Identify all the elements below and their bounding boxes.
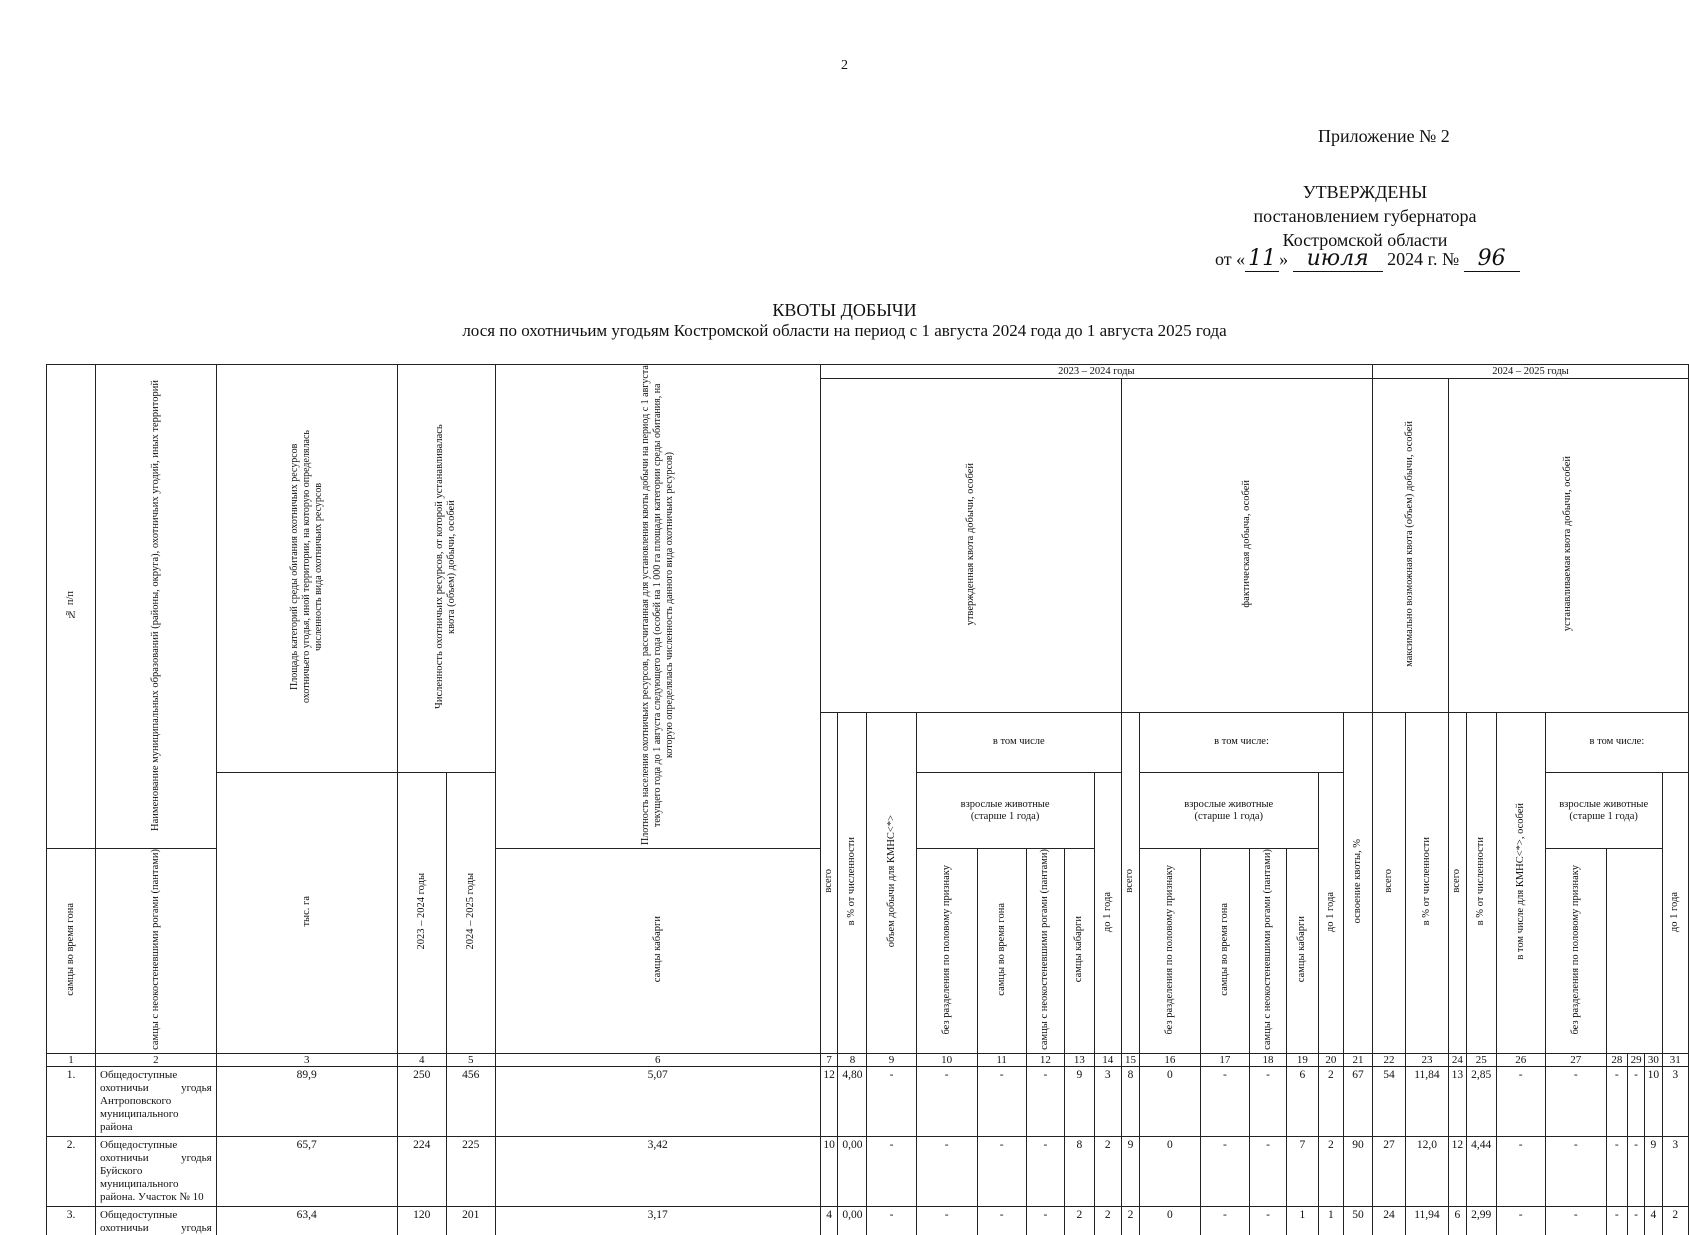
table-cell: 0 xyxy=(1139,1136,1200,1206)
table-cell: 27 xyxy=(1372,1136,1405,1206)
table-cell: 2 xyxy=(1094,1136,1121,1206)
table-cell: - xyxy=(1249,1206,1286,1235)
column-number: 25 xyxy=(1466,1053,1496,1066)
table-cell: 3,42 xyxy=(495,1136,820,1206)
header-name: Наименование муниципальных образований (районы, округа), охотничьих угодий, иных территорий xyxy=(96,365,217,849)
date-prefix: от « xyxy=(1215,249,1246,269)
h-pct-1: в % от численности xyxy=(838,712,867,1053)
table-cell: 12 xyxy=(820,1066,838,1136)
table-cell: - xyxy=(1545,1206,1606,1235)
column-number: 10 xyxy=(916,1053,977,1066)
h-adults-1: взрослые животные (старше 1 года) xyxy=(916,773,1094,849)
table-cell: 4 xyxy=(1645,1206,1662,1235)
table-row xyxy=(47,1206,1689,1235)
h-adults-3: взрослые животные (старше 1 года) xyxy=(1545,773,1662,849)
table-cell: 0 xyxy=(1139,1206,1200,1235)
table-cell: - xyxy=(867,1206,916,1235)
header-period-2024: 2024 – 2025 годы xyxy=(1372,365,1688,379)
table-cell: - xyxy=(1249,1136,1286,1206)
table-cell: - xyxy=(1627,1206,1644,1235)
table-row xyxy=(47,1066,1689,1136)
table-cell: 6 xyxy=(1448,1206,1466,1235)
table-cell: 65,7 xyxy=(216,1136,397,1206)
h-total-3: всего xyxy=(1372,712,1405,1053)
table-cell: 5,07 xyxy=(495,1066,820,1136)
h-total-4: всего xyxy=(1448,712,1466,1053)
column-number: 15 xyxy=(1121,1053,1139,1066)
table-cell: 67 xyxy=(1344,1066,1373,1136)
table-cell: 9 xyxy=(1121,1136,1139,1206)
approved-label: УТВЕРЖДЕНЫ xyxy=(1302,182,1428,202)
column-number: 3 xyxy=(216,1053,397,1066)
h-under1-3: до 1 года xyxy=(1662,773,1688,1054)
table-cell: - xyxy=(1026,1206,1065,1235)
decree-line-1: постановлением губернатора xyxy=(1253,206,1477,226)
table-cell: 9 xyxy=(1065,1066,1094,1136)
table-cell: 8 xyxy=(1065,1136,1094,1206)
table-cell: 2,85 xyxy=(1466,1066,1496,1136)
table-cell: 4,80 xyxy=(838,1066,867,1136)
table-cell: 13 xyxy=(1448,1066,1466,1136)
table-cell: 11,94 xyxy=(1406,1206,1449,1235)
appendix-label: Приложение № 2 xyxy=(1318,126,1450,146)
table-cell: - xyxy=(1606,1136,1627,1206)
h-total-1: всего xyxy=(820,712,838,1053)
table-cell: 0 xyxy=(1139,1066,1200,1136)
h-rut-3: самцы во время гона xyxy=(1200,849,1249,1054)
column-number: 26 xyxy=(1496,1053,1545,1066)
table-cell: - xyxy=(1026,1066,1065,1136)
h-pop-2023: 2023 – 2024 годы xyxy=(397,773,446,1054)
table-cell: 6 xyxy=(1287,1066,1318,1136)
column-number: 29 xyxy=(1627,1053,1644,1066)
table-cell: - xyxy=(1627,1136,1644,1206)
date-year: 2024 г. № xyxy=(1387,249,1460,269)
header-actual: фактическая добыча, особей xyxy=(1121,379,1372,713)
h-incl-1: в том числе xyxy=(916,712,1121,773)
h-nosex-3: без разделения по половому признаку xyxy=(1545,849,1606,1054)
table-cell: 8 xyxy=(1121,1066,1139,1136)
table-cell: 12,0 xyxy=(1406,1136,1449,1206)
table-cell: 3 xyxy=(1094,1066,1121,1136)
decree-line-2: Костромской области xyxy=(1282,230,1448,250)
table-cell: - xyxy=(1627,1066,1644,1136)
column-number: 21 xyxy=(1344,1053,1373,1066)
row-number: 1. xyxy=(47,1066,96,1136)
hunting-ground-name: Общедоступные охотничьи угодья Антроповского муниципального района xyxy=(96,1066,217,1136)
table-cell: 3 xyxy=(1662,1066,1688,1136)
column-number: 30 xyxy=(1645,1053,1662,1066)
header-set-quota: устанавливаемая квота добычи, особей xyxy=(1448,379,1688,713)
column-number: 11 xyxy=(977,1053,1026,1066)
column-number: 27 xyxy=(1545,1053,1606,1066)
header-num: № п/п xyxy=(47,365,96,849)
document-subtitle: лося по охотничьим угодьям Костромской области на период с 1 августа 2024 года до 1 августа 2025 года xyxy=(462,321,1227,340)
table-cell: - xyxy=(1545,1066,1606,1136)
hunting-ground-name: Общедоступные охотничьи угодья xyxy=(96,1206,217,1235)
table-cell: 224 xyxy=(397,1136,446,1206)
column-number: 17 xyxy=(1200,1053,1249,1066)
column-number: 20 xyxy=(1318,1053,1344,1066)
table-cell: - xyxy=(977,1136,1026,1206)
table-cell: - xyxy=(1200,1206,1249,1235)
table-cell: 2 xyxy=(1318,1136,1344,1206)
h-incl-2: в том числе: xyxy=(1139,712,1343,773)
table-cell: 2 xyxy=(1318,1066,1344,1136)
header-period-2023: 2023 – 2024 годы xyxy=(820,365,1372,379)
header-area: Площадь категорий среды обитания охотничьих ресурсов охотничьего угодья, иной территории, на которую определялась численность вида охотничьих ресурсов xyxy=(216,365,397,773)
h-antlers-3: самцы с неокостеневшими рогами (пантами) xyxy=(1249,849,1286,1054)
column-number: 2 xyxy=(96,1053,217,1066)
column-number: 23 xyxy=(1406,1053,1449,1066)
table-cell: 63,4 xyxy=(216,1206,397,1235)
table-cell: 1 xyxy=(1287,1206,1318,1235)
table-cell: 1 xyxy=(1318,1206,1344,1235)
column-number: 1 xyxy=(47,1053,96,1066)
document-title: КВОТЫ ДОБЫЧИ xyxy=(772,300,917,320)
h-incl-3: в том числе: xyxy=(1545,712,1688,773)
table-cell: 7 xyxy=(1287,1136,1318,1206)
table-cell: - xyxy=(916,1066,977,1136)
h-pop-2024: 2024 – 2025 годы xyxy=(446,773,495,1054)
table-cell: 24 xyxy=(1372,1206,1405,1235)
table-cell: 2 xyxy=(1094,1206,1121,1235)
table-cell: - xyxy=(1545,1136,1606,1206)
h-kmns-1: объем добычи для КМНС<*> xyxy=(867,712,916,1053)
table-cell: 120 xyxy=(397,1206,446,1235)
table-cell: - xyxy=(977,1206,1026,1235)
table-cell: 9 xyxy=(1645,1136,1662,1206)
date-day: 11 xyxy=(1245,246,1279,272)
row-number: 2. xyxy=(47,1136,96,1206)
hunting-ground-name: Общедоступные охотничьи угодья Буйского муниципального района. Участок № 10 xyxy=(96,1136,217,1206)
h-rut-1: самцы во время гона xyxy=(47,849,96,1054)
h-nosex-2: без разделения по половому признаку xyxy=(1139,849,1200,1054)
table-cell: 54 xyxy=(1372,1066,1405,1136)
column-number-row xyxy=(47,1053,1689,1066)
decree-number: 96 xyxy=(1464,246,1520,272)
h-area-unit: тыс. га xyxy=(216,773,397,1054)
h-total-2: всего xyxy=(1121,712,1139,1053)
column-number: 19 xyxy=(1287,1053,1318,1066)
h-kmns-2: в том числе для КМНС<*>, особей xyxy=(1496,712,1545,1053)
table-cell: - xyxy=(1606,1206,1627,1235)
h-kabargi-2: самцы кабарги xyxy=(1065,849,1094,1054)
quota-table xyxy=(46,364,1689,1235)
table-cell: - xyxy=(867,1136,916,1206)
column-number: 12 xyxy=(1026,1053,1065,1066)
table-cell: 2,99 xyxy=(1466,1206,1496,1235)
column-number: 5 xyxy=(446,1053,495,1066)
table-cell: - xyxy=(916,1136,977,1206)
table-cell: 0,00 xyxy=(838,1206,867,1235)
table-cell: 250 xyxy=(397,1066,446,1136)
column-number: 28 xyxy=(1606,1053,1627,1066)
table-cell: 4,44 xyxy=(1466,1136,1496,1206)
column-number: 22 xyxy=(1372,1053,1405,1066)
h-mastery: освоение квоты, % xyxy=(1344,712,1373,1053)
table-cell: - xyxy=(1249,1066,1286,1136)
table-cell: 2 xyxy=(1662,1206,1688,1235)
h-kabargi-3: самцы кабарги xyxy=(1287,849,1318,1054)
h-under1-1: до 1 года xyxy=(1094,773,1121,1054)
h-rut-2: самцы во время гона xyxy=(977,849,1026,1054)
decree-date-line xyxy=(1215,246,1520,272)
table-cell: - xyxy=(1200,1066,1249,1136)
table-cell: - xyxy=(1200,1136,1249,1206)
date-month: июля xyxy=(1293,246,1383,272)
table-cell: 225 xyxy=(446,1136,495,1206)
date-mid: » xyxy=(1279,249,1289,269)
table-cell: - xyxy=(1606,1066,1627,1136)
table-cell: 12 xyxy=(1448,1136,1466,1206)
table-cell: - xyxy=(1496,1136,1545,1206)
column-number: 6 xyxy=(495,1053,820,1066)
column-number: 4 xyxy=(397,1053,446,1066)
column-number: 7 xyxy=(820,1053,838,1066)
table-cell: 4 xyxy=(820,1206,838,1235)
table-cell: 2 xyxy=(1065,1206,1094,1235)
header-approved-quota: утвержденная квота добычи, особей xyxy=(820,379,1121,713)
table-cell: 50 xyxy=(1344,1206,1373,1235)
h-kabargi-1: самцы кабарги xyxy=(495,849,820,1054)
column-number: 24 xyxy=(1448,1053,1466,1066)
header-density: Плотность населения охотничьих ресурсов, рассчитанная для установления квоты добычи на период с 1 августа текущего года до 1 августа следующего года (особей на 1 000 га площади категории среды обитания, на которую определялась численность данного вида охотничьих ресурсов) xyxy=(495,365,820,849)
column-number: 8 xyxy=(838,1053,867,1066)
column-number: 16 xyxy=(1139,1053,1200,1066)
table-cell: - xyxy=(916,1206,977,1235)
table-cell: 456 xyxy=(446,1066,495,1136)
h-pct-4: в % от численности xyxy=(1466,712,1496,1053)
row-number: 3. xyxy=(47,1206,96,1235)
table-cell: 89,9 xyxy=(216,1066,397,1136)
table-row xyxy=(47,1136,1689,1206)
table-cell: 90 xyxy=(1344,1136,1373,1206)
table-cell: 3,17 xyxy=(495,1206,820,1235)
table-cell: - xyxy=(1496,1206,1545,1235)
h-under1-2: до 1 года xyxy=(1318,773,1344,1054)
table-cell: 10 xyxy=(1645,1066,1662,1136)
page-number: 2 xyxy=(841,58,848,73)
h-antlers-1: самцы с неокостеневшими рогами (пантами) xyxy=(96,849,217,1054)
h-antlers-2: самцы с неокостеневшими рогами (пантами) xyxy=(1026,849,1065,1054)
h-nosex-1: без разделения по половому признаку xyxy=(916,849,977,1054)
table-body xyxy=(47,1053,1689,1235)
h-adults-2: взрослые животные (старше 1 года) xyxy=(1139,773,1318,849)
column-number: 31 xyxy=(1662,1053,1688,1066)
header-max-quota: максимально возможная квота (объем) добычи, особей xyxy=(1372,379,1448,713)
table-cell: 11,84 xyxy=(1406,1066,1449,1136)
table-cell: - xyxy=(1496,1066,1545,1136)
table-cell: 2 xyxy=(1121,1206,1139,1235)
table-cell: 10 xyxy=(820,1136,838,1206)
table-cell: 0,00 xyxy=(838,1136,867,1206)
column-number: 18 xyxy=(1249,1053,1286,1066)
table-cell: 201 xyxy=(446,1206,495,1235)
h-pct-3: в % от численности xyxy=(1406,712,1449,1053)
table-cell: - xyxy=(977,1066,1026,1136)
column-number: 13 xyxy=(1065,1053,1094,1066)
table-cell: 3 xyxy=(1662,1136,1688,1206)
column-number: 9 xyxy=(867,1053,916,1066)
column-number: 14 xyxy=(1094,1053,1121,1066)
table-cell: - xyxy=(867,1066,916,1136)
table-cell: - xyxy=(1026,1136,1065,1206)
header-population: Численность охотничьих ресурсов, от которой устанавливалась квота (объем) добычи, особей xyxy=(397,365,495,773)
